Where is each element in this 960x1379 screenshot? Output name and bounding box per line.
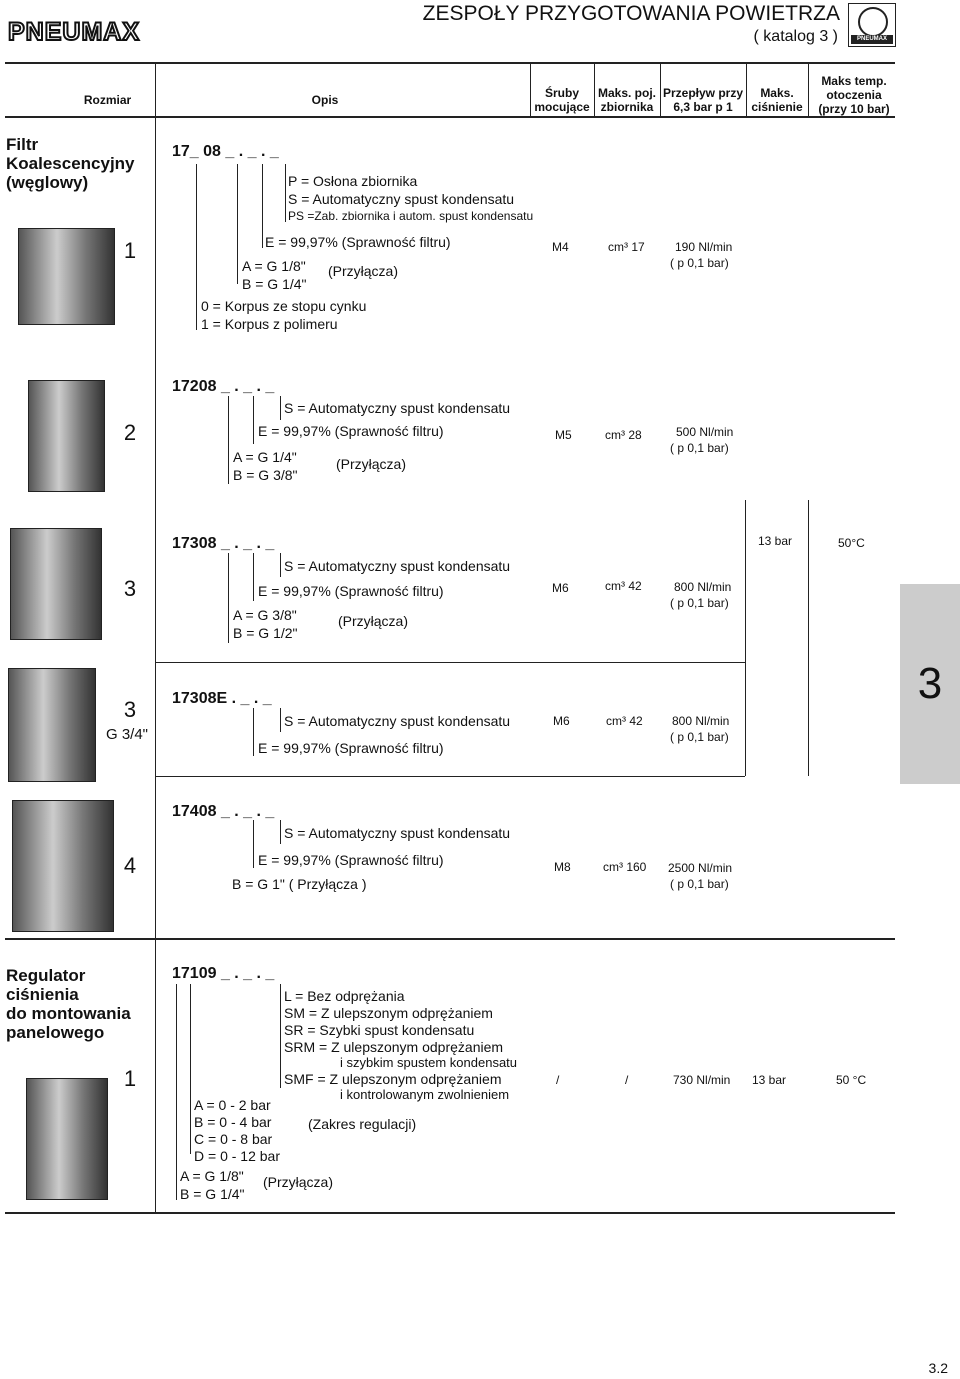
row4-opt: S = Automatyczny spust kondensatu xyxy=(284,713,511,729)
row2-size: 2 xyxy=(123,420,137,445)
col-screws-1: Śruby xyxy=(544,86,579,100)
col-screws-2: mocujące xyxy=(534,100,590,114)
col-flow xyxy=(660,86,746,114)
row6-opt: C = 0 - 8 bar xyxy=(194,1131,273,1147)
row1-size: 1 xyxy=(123,238,137,263)
col-size: Rozmiar xyxy=(83,93,132,107)
col-sep xyxy=(746,64,747,116)
row2-code: 17208 _ . _ . _ xyxy=(172,378,275,395)
row3-opt: S = Automatyczny spust kondensatu xyxy=(284,558,511,574)
row4-bowl: cm³ 42 xyxy=(606,714,643,728)
row-rule xyxy=(155,662,745,663)
section-regulator xyxy=(6,966,131,1042)
row2-flow-note: ( p 0,1 bar) xyxy=(670,441,729,455)
row4-flow: 800 Nl/min xyxy=(672,714,730,728)
code-bracket xyxy=(253,553,254,601)
col-flow-2: 6,3 bar p 1 xyxy=(673,100,733,114)
page-title: ZESPOŁY PRZYGOTOWANIA POWIETRZA xyxy=(422,2,840,25)
section-regulator-line: do montowania xyxy=(6,1004,131,1023)
product-photo-filter-1 xyxy=(18,228,115,325)
section-filter xyxy=(6,135,135,192)
col-sep xyxy=(808,64,809,116)
product-photo-filter-2 xyxy=(28,380,105,492)
section-filter-line: (węglowy) xyxy=(6,173,89,192)
product-photo-filter-3-g34 xyxy=(8,668,96,782)
code-bracket xyxy=(190,984,191,1154)
code-bracket xyxy=(262,164,263,248)
row5-size: 4 xyxy=(123,853,137,878)
brand-badge xyxy=(848,3,896,47)
col-bowl-2: zbiornika xyxy=(600,100,654,114)
row5-bowl: cm³ 160 xyxy=(603,860,647,874)
row3-opt: B = G 1/2" xyxy=(233,625,298,641)
col-sep xyxy=(660,64,661,116)
row1-opt: E = 99,97% (Sprawność filtru) xyxy=(265,234,451,250)
row4-code: 17308E . _ . _ xyxy=(172,690,272,707)
product-photo-filter-3 xyxy=(10,528,102,640)
row1-opt: PS =Zab. zbiornika i autom. spust kondensatu xyxy=(288,209,534,223)
row6-opt: SR = Szybki spust kondensatu xyxy=(284,1022,475,1038)
row6-opt: A = G 1/8" xyxy=(180,1168,244,1184)
row3-screws: M6 xyxy=(552,581,569,595)
row3-opt: E = 99,97% (Sprawność filtru) xyxy=(258,583,444,599)
row1-opt: 1 = Korpus z polimeru xyxy=(201,316,338,332)
col-press-1: Maks. xyxy=(760,86,794,100)
row3-max-temp: 50°C xyxy=(838,536,865,550)
row6-bowl: / xyxy=(625,1073,629,1087)
row6-opt: SM = Z ulepszonym odprężaniem xyxy=(284,1005,493,1021)
section-divider xyxy=(155,118,156,938)
code-bracket xyxy=(196,164,197,330)
row-rule xyxy=(155,776,745,777)
section-filter-line: Filtr xyxy=(6,135,39,154)
col-press xyxy=(746,86,808,114)
row5-screws: M8 xyxy=(554,860,571,874)
row6-size: 1 xyxy=(123,1066,137,1091)
code-bracket xyxy=(237,164,238,284)
row2-opt: E = 99,97% (Sprawność filtru) xyxy=(258,423,444,439)
row5-opt: E = 99,97% (Sprawność filtru) xyxy=(258,852,444,868)
row5-opt: S = Automatyczny spust kondensatu xyxy=(284,825,511,841)
row1-opt: (Przyłącza) xyxy=(328,263,399,279)
col-bowl xyxy=(594,86,660,114)
row6-opt: (Przyłącza) xyxy=(263,1174,334,1190)
row6-max-temp: 50 °C xyxy=(836,1073,867,1087)
page-subtitle: ( katalog 3 ) xyxy=(753,28,838,45)
row4-flow-note: ( p 0,1 bar) xyxy=(670,730,729,744)
chapter-tab: 3 xyxy=(900,584,960,784)
row3-flow: 800 Nl/min xyxy=(674,580,732,594)
section-divider xyxy=(155,940,156,1212)
row1-code: 17_ 08 _ . _ . _ xyxy=(172,143,279,160)
merged-cell-divider xyxy=(808,500,809,776)
row6-opt: (Zakres regulacji) xyxy=(308,1116,417,1132)
brand-badge-text: PNEUMAX xyxy=(851,35,893,44)
row3-flow-note: ( p 0,1 bar) xyxy=(670,596,729,610)
row2-screws: M5 xyxy=(555,428,572,442)
row1-flow: 190 Nl/min xyxy=(675,240,733,254)
row2-bowl: cm³ 28 xyxy=(605,428,642,442)
code-bracket xyxy=(280,553,281,577)
brand-badge-icon xyxy=(858,7,888,37)
row6-opt: B = 0 - 4 bar xyxy=(194,1114,272,1130)
brand-logo: PNEUMAX xyxy=(8,18,141,46)
row3-size: 3 xyxy=(123,576,137,601)
row6-opt: i kontrolowanym zwolnieniem xyxy=(340,1087,510,1102)
row4-opt: E = 99,97% (Sprawność filtru) xyxy=(258,740,444,756)
col-sep xyxy=(530,64,531,116)
header-rule xyxy=(5,62,895,64)
row3-opt: (Przyłącza) xyxy=(338,613,409,629)
row4-size: 3 xyxy=(123,697,137,722)
col-temp xyxy=(808,74,900,116)
row5-code: 17408 _ . _ . _ xyxy=(172,803,275,820)
header-bottom-rule xyxy=(5,116,895,118)
row4-screws: M6 xyxy=(553,714,570,728)
code-bracket xyxy=(228,396,229,484)
row6-flow: 730 Nl/min xyxy=(673,1073,731,1087)
section-rule xyxy=(5,938,895,940)
code-bracket xyxy=(280,708,281,732)
row6-opt: SRM = Z ulepszonym odprężaniem xyxy=(284,1039,504,1055)
section-regulator-line: Regulator xyxy=(6,966,86,985)
page-number: 3.2 xyxy=(928,1360,948,1376)
row1-flow-note: ( p 0,1 bar) xyxy=(670,256,729,270)
row6-opt: B = G 1/4" xyxy=(180,1186,245,1202)
row2-flow: 500 Nl/min xyxy=(676,425,734,439)
row6-opt: L = Bez odprężania xyxy=(284,988,405,1004)
col-press-2: ciśnienie xyxy=(751,100,803,114)
code-bracket xyxy=(253,396,254,444)
product-photo-regulator xyxy=(26,1078,108,1200)
row3-opt: A = G 3/8" xyxy=(233,607,297,623)
row3-code: 17308 _ . _ . _ xyxy=(172,535,275,552)
table-bottom-rule xyxy=(5,1212,895,1214)
row3-bowl: cm³ 42 xyxy=(605,579,642,593)
row2-opt: A = G 1/4" xyxy=(233,449,297,465)
row6-opt: i szybkim spustem kondensatu xyxy=(340,1055,518,1070)
row6-opt: SMF = Z ulepszonym odprężaniem xyxy=(284,1071,502,1087)
section-regulator-line: panelowego xyxy=(6,1023,105,1042)
product-photo-filter-4 xyxy=(12,800,114,932)
col-flow-1: Przepływ przy xyxy=(662,86,744,100)
code-bracket xyxy=(228,553,229,643)
row5-flow-note: ( p 0,1 bar) xyxy=(670,877,729,891)
row1-opt: A = G 1/8" xyxy=(242,258,306,274)
row2-opt: B = G 3/8" xyxy=(233,467,298,483)
merged-cell-divider xyxy=(745,500,746,776)
col-screws xyxy=(530,86,594,114)
code-bracket xyxy=(280,396,281,420)
row2-opt: (Przyłącza) xyxy=(336,456,407,472)
section-regulator-line: ciśnienia xyxy=(6,985,79,1004)
row5-flow: 2500 Nl/min xyxy=(668,861,733,875)
row2-opt: S = Automatyczny spust kondensatu xyxy=(284,400,511,416)
code-bracket xyxy=(176,984,177,1200)
code-bracket xyxy=(253,820,254,868)
row6-screws: / xyxy=(556,1073,560,1087)
col-sep xyxy=(155,64,156,116)
row1-opt: B = G 1/4" xyxy=(242,276,307,292)
col-sep xyxy=(594,64,595,116)
col-temp-2: otoczenia xyxy=(826,88,882,102)
col-desc: Opis xyxy=(311,93,339,107)
code-bracket xyxy=(285,164,286,222)
row6-max-pressure: 13 bar xyxy=(752,1073,787,1087)
col-bowl-1: Maks. poj. xyxy=(597,86,656,100)
row3-max-pressure: 13 bar xyxy=(758,534,793,548)
code-bracket xyxy=(280,820,281,844)
row1-opt: P = Osłona zbiornika xyxy=(288,173,418,189)
row1-opt: 0 = Korpus ze stopu cynku xyxy=(201,298,367,314)
col-temp-1: Maks temp. xyxy=(821,74,887,88)
col-temp-3: (przy 10 bar) xyxy=(818,102,890,116)
code-bracket xyxy=(280,984,281,1088)
row6-code: 17109 _ . _ . _ xyxy=(172,965,275,982)
row6-opt: A = 0 - 2 bar xyxy=(194,1097,271,1113)
row1-screws: M4 xyxy=(552,240,569,254)
section-filter-line: Koalescencyjny xyxy=(6,154,135,173)
row6-opt: D = 0 - 12 bar xyxy=(194,1148,280,1164)
code-bracket xyxy=(253,708,254,756)
row5-opt: B = G 1" ( Przyłącza ) xyxy=(232,876,367,892)
row1-opt: S = Automatyczny spust kondensatu xyxy=(288,191,515,207)
row4-size-thread: G 3/4" xyxy=(106,726,149,743)
row1-bowl: cm³ 17 xyxy=(608,240,645,254)
